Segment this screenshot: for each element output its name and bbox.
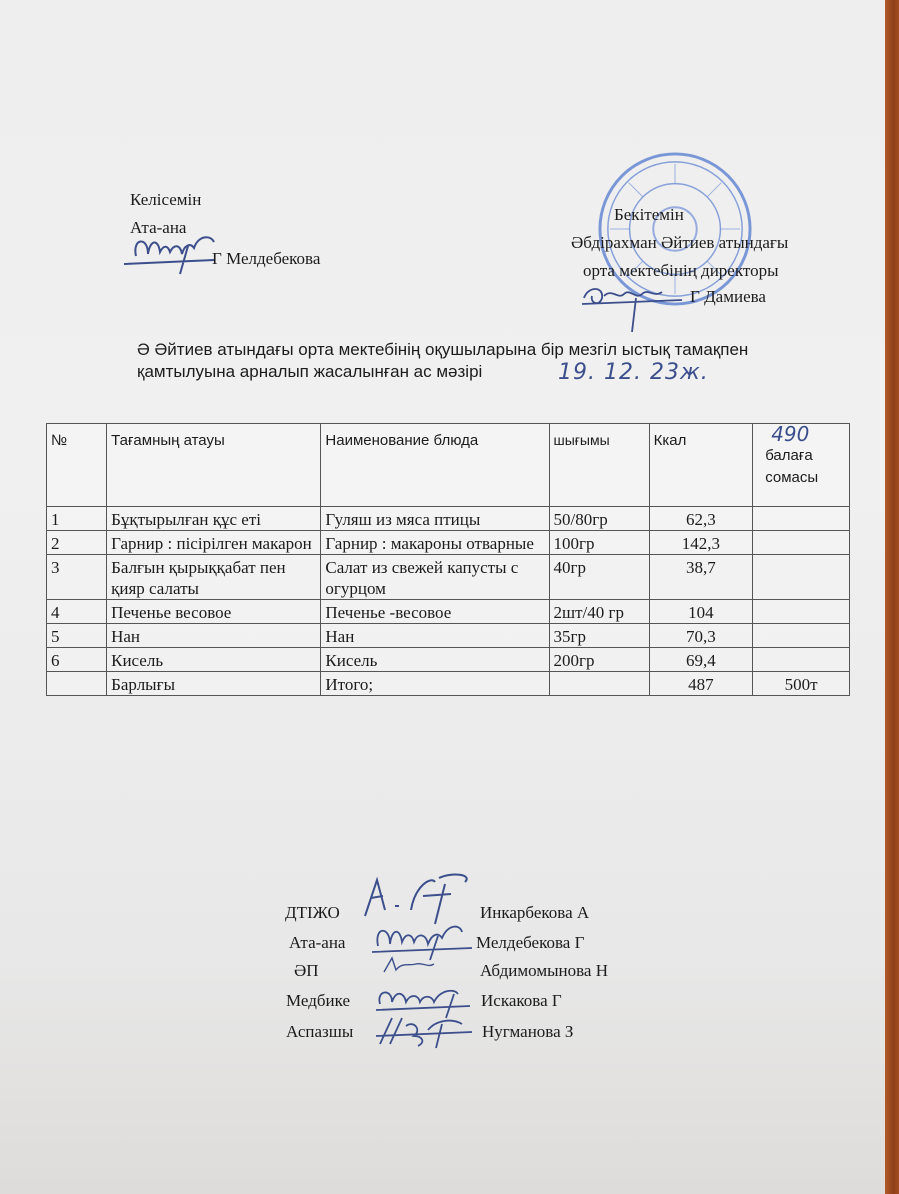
row-num: 3 bbox=[47, 555, 107, 600]
parent-role: Ата-ана bbox=[130, 218, 187, 237]
row-price bbox=[753, 600, 850, 624]
signatory-name: Мелдебекова Г bbox=[476, 933, 585, 952]
row-name-ru: Салат из свежей капусты с огурцом bbox=[321, 555, 549, 600]
signatory-name: Нугманова З bbox=[482, 1022, 574, 1041]
total-label-kz: Барлығы bbox=[107, 672, 321, 696]
col-header-num: № bbox=[47, 424, 107, 507]
row-kcal: 104 bbox=[649, 600, 753, 624]
wooden-edge bbox=[885, 0, 899, 1194]
row-price bbox=[753, 648, 850, 672]
table-row bbox=[47, 624, 850, 648]
signatory-role: Ата-ана bbox=[289, 933, 346, 952]
row-yield: 100гр bbox=[549, 531, 649, 555]
signatory-name: Абдимомынова Н bbox=[480, 961, 608, 980]
col-header-name-kz: Тағамның атауы bbox=[107, 424, 321, 507]
row-kcal: 142,3 bbox=[649, 531, 753, 555]
director-line: орта мектебінің директоры bbox=[583, 261, 779, 280]
signature-3-icon bbox=[380, 952, 440, 978]
menu-title-line2: қамтылуына арналып жасалынған ас мәзірі bbox=[137, 362, 483, 381]
price-label: балаға сомасы bbox=[765, 447, 819, 486]
total-kcal: 487 bbox=[649, 672, 753, 696]
row-name-kz: Балғын қырыққабат пен қияр салаты bbox=[107, 555, 321, 600]
row-num: 1 bbox=[47, 507, 107, 531]
col-header-name-ru: Наименование блюда bbox=[321, 424, 549, 507]
director-name: Г Дамиева bbox=[690, 287, 766, 306]
menu-table bbox=[46, 423, 850, 696]
signatory-role: Медбике bbox=[286, 991, 350, 1010]
row-yield: 200гр bbox=[549, 648, 649, 672]
row-price bbox=[753, 555, 850, 600]
row-kcal: 38,7 bbox=[649, 555, 753, 600]
table-total-row bbox=[47, 672, 850, 696]
row-num: 6 bbox=[47, 648, 107, 672]
row-yield: 40гр bbox=[549, 555, 649, 600]
row-name-kz: Гарнир : пісірілген макарон bbox=[107, 531, 321, 555]
table-row bbox=[47, 600, 850, 624]
row-yield: 35гр bbox=[549, 624, 649, 648]
signatory-role: ӘП bbox=[294, 961, 319, 980]
approve-label: Бекітемін bbox=[614, 205, 684, 224]
table-row bbox=[47, 648, 850, 672]
row-name-ru: Кисель bbox=[321, 648, 549, 672]
row-name-kz: Бұқтырылған құс еті bbox=[107, 507, 321, 531]
row-kcal: 62,3 bbox=[649, 507, 753, 531]
table-row bbox=[47, 507, 850, 531]
director-signature-icon bbox=[578, 276, 690, 336]
row-price bbox=[753, 531, 850, 555]
row-name-kz: Нан bbox=[107, 624, 321, 648]
row-name-ru: Гуляш из мяса птицы bbox=[321, 507, 549, 531]
handwritten-date: 19. 12. 23ж. bbox=[558, 360, 709, 385]
total-price: 500т bbox=[753, 672, 850, 696]
table-header-row bbox=[47, 424, 850, 507]
row-num: 2 bbox=[47, 531, 107, 555]
col-header-price bbox=[753, 424, 850, 507]
row-name-kz: Печенье весовое bbox=[107, 600, 321, 624]
menu-title-line1: Ә Әйтиев атындағы орта мектебінің оқушыларына бір мезгіл ыстық тамақпен bbox=[137, 340, 749, 359]
total-label-ru: Итого; bbox=[321, 672, 549, 696]
row-kcal: 70,3 bbox=[649, 624, 753, 648]
row-price bbox=[753, 507, 850, 531]
handwritten-price: 490 bbox=[771, 422, 810, 446]
row-yield: 2шт/40 гр bbox=[549, 600, 649, 624]
row-name-ru: Гарнир : макароны отварные bbox=[321, 531, 549, 555]
row-name-ru: Печенье -весовое bbox=[321, 600, 549, 624]
row-num: 4 bbox=[47, 600, 107, 624]
total-yield bbox=[549, 672, 649, 696]
agree-label: Келісемін bbox=[130, 190, 202, 209]
parent-signature-icon bbox=[118, 226, 228, 278]
row-price bbox=[753, 624, 850, 648]
col-header-kcal: Ккал bbox=[649, 424, 753, 507]
signature-5-icon bbox=[372, 1010, 482, 1050]
signatory-name: Искакова Г bbox=[481, 991, 562, 1010]
signatory-role: Аспазшы bbox=[286, 1022, 354, 1041]
row-yield: 50/80гр bbox=[549, 507, 649, 531]
table-row bbox=[47, 555, 850, 600]
table-row bbox=[47, 531, 850, 555]
signatory-name: Инкарбекова А bbox=[480, 903, 590, 922]
total-num bbox=[47, 672, 107, 696]
row-name-ru: Нан bbox=[321, 624, 549, 648]
row-num: 5 bbox=[47, 624, 107, 648]
row-name-kz: Кисель bbox=[107, 648, 321, 672]
col-header-yield: шығымы bbox=[549, 424, 649, 507]
parent-name: Г Мелдебекова bbox=[212, 249, 321, 268]
signatory-role: ДТІЖО bbox=[285, 903, 340, 922]
school-name-line: Әбдірахман Әйтиев атындағы bbox=[571, 233, 789, 252]
row-kcal: 69,4 bbox=[649, 648, 753, 672]
